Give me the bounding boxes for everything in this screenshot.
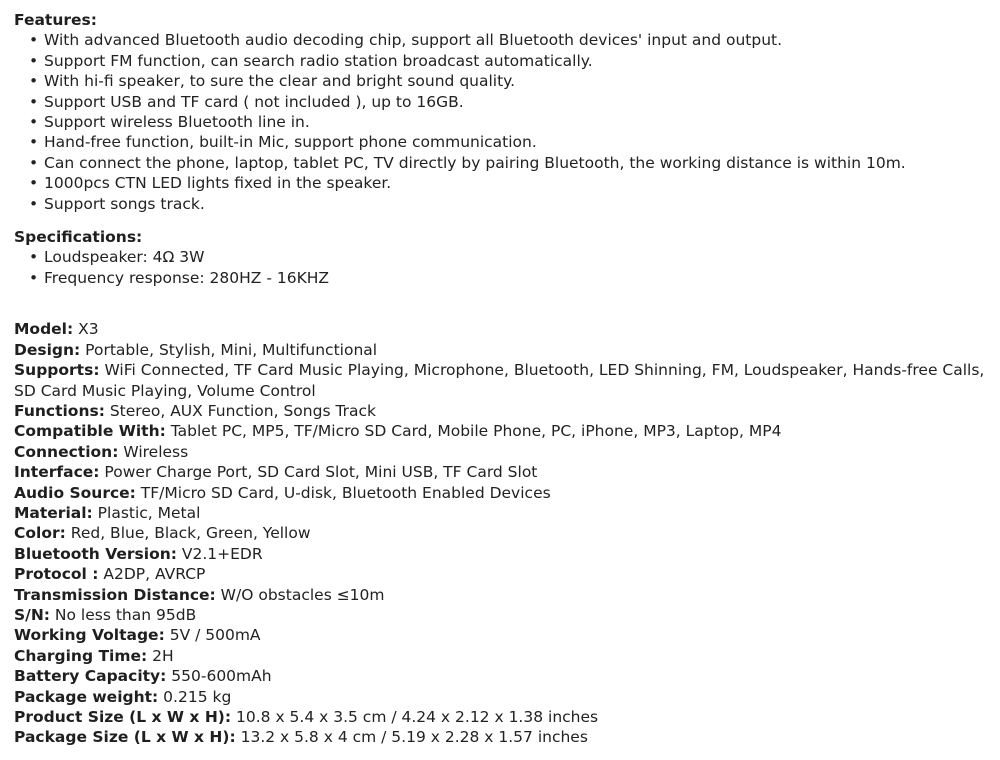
list-item — [26, 153, 1000, 173]
detail-value: W/O obstacles ≤10m — [215, 585, 385, 604]
detail-value: Stereo, AUX Function, Songs Track — [104, 401, 377, 420]
detail-key: Package weight: — [14, 687, 159, 706]
detail-value: No less than 95dB — [50, 605, 197, 624]
detail-key: Color: — [14, 524, 66, 543]
detail-key: Compatible With: — [14, 422, 166, 441]
detail-row-compatible-with — [14, 421, 1000, 441]
detail-row-charging-time — [14, 646, 1000, 666]
bullet-icon: • — [29, 31, 39, 50]
detail-row-design — [14, 340, 1000, 360]
detail-key: Working Voltage: — [14, 626, 165, 645]
bullet-icon: • — [29, 268, 39, 287]
detail-value: Wireless — [118, 442, 189, 461]
detail-row-color — [14, 523, 1000, 543]
bullet-icon: • — [29, 174, 39, 193]
detail-key: Audio Source: — [14, 483, 136, 502]
detail-key: S/N: — [14, 605, 50, 624]
feature-text: 1000pcs CTN LED lights fixed in the speaker. — [44, 174, 392, 193]
detail-row-model — [14, 319, 1000, 339]
features-list — [14, 30, 1000, 214]
bullet-icon: • — [29, 72, 39, 91]
detail-key: Connection: — [14, 442, 119, 461]
detail-value: V2.1+EDR — [176, 544, 263, 563]
list-item — [26, 71, 1000, 91]
detail-value: Portable, Stylish, Mini, Multifunctional — [80, 340, 378, 359]
detail-key: Protocol : — [14, 565, 99, 584]
bullet-icon: • — [29, 248, 39, 267]
list-item — [26, 30, 1000, 50]
detail-key: Supports: — [14, 361, 100, 380]
list-item — [26, 51, 1000, 71]
specifications-list — [14, 247, 1000, 288]
list-item — [26, 268, 1000, 288]
list-item — [26, 173, 1000, 193]
detail-row-battery-capacity — [14, 666, 1000, 686]
spec-text: Loudspeaker: 4Ω 3W — [44, 248, 205, 267]
specifications-heading: Specifications: — [14, 228, 143, 247]
feature-text: Support wireless Bluetooth line in. — [44, 113, 310, 132]
detail-key: Transmission Distance: — [14, 585, 216, 604]
bullet-icon: • — [29, 92, 39, 111]
detail-row-protocol — [14, 564, 1000, 584]
list-item — [26, 132, 1000, 152]
spec-text: Frequency response: 280HZ - 16KHZ — [44, 268, 330, 287]
detail-value: X3 — [73, 320, 99, 339]
detail-key: Battery Capacity: — [14, 667, 167, 686]
detail-key: Material: — [14, 503, 93, 522]
feature-text: Support FM function, can search radio station broadcast automatically. — [44, 51, 593, 70]
detail-row-functions — [14, 401, 1000, 421]
detail-row-transmission-distance — [14, 585, 1000, 605]
detail-row-bluetooth-version — [14, 544, 1000, 564]
list-item — [26, 92, 1000, 112]
detail-value: 10.8 x 5.4 x 3.5 cm / 4.24 x 2.12 x 1.38 inches — [231, 708, 599, 726]
bullet-icon: • — [29, 194, 39, 213]
features-heading: Features: — [14, 11, 97, 29]
feature-text: Support songs track. — [44, 194, 205, 213]
feature-text: Support USB and TF card ( not included ), up to 16GB. — [44, 92, 464, 111]
bullet-icon: • — [29, 51, 39, 70]
detail-key: Charging Time: — [14, 646, 148, 665]
details-list — [14, 319, 1000, 748]
spacer — [14, 214, 1000, 227]
detail-value: 550-600mAh — [166, 667, 272, 686]
detail-value: Tablet PC, MP5, TF/Micro SD Card, Mobile Phone, PC, iPhone, MP3, Laptop, MP4 — [165, 422, 782, 441]
list-item — [26, 194, 1000, 214]
detail-row-connection — [14, 442, 1000, 462]
detail-row-product-size — [14, 707, 1000, 727]
detail-key: Bluetooth Version: — [14, 544, 177, 563]
feature-text: With advanced Bluetooth audio decoding chip, support all Bluetooth devices' input and output. — [44, 31, 783, 50]
feature-text: With hi-fi speaker, to sure the clear and bright sound quality. — [44, 72, 516, 91]
detail-value: 5V / 500mA — [164, 626, 261, 645]
feature-text: Can connect the phone, laptop, tablet PC, TV directly by pairing Bluetooth, the working distance is within 10m. — [44, 153, 906, 172]
detail-row-package-size — [14, 727, 1000, 747]
detail-row-sn — [14, 605, 1000, 625]
bullet-icon: • — [29, 153, 39, 172]
detail-value: 2H — [147, 646, 174, 665]
detail-row-audio-source — [14, 483, 1000, 503]
detail-row-interface — [14, 462, 1000, 482]
detail-value: Red, Blue, Black, Green, Yellow — [65, 524, 311, 543]
detail-key: Interface: — [14, 463, 100, 482]
detail-row-material — [14, 503, 1000, 523]
detail-key: Design: — [14, 340, 81, 359]
detail-value: 13.2 x 5.8 x 4 cm / 5.19 x 2.28 x 1.57 inches — [235, 728, 588, 747]
detail-row-working-voltage — [14, 625, 1000, 645]
detail-value: TF/Micro SD Card, U-disk, Bluetooth Enabled Devices — [135, 483, 551, 502]
detail-key: Package Size (L x W x H): — [14, 728, 236, 747]
bullet-icon: • — [29, 133, 39, 152]
detail-value: A2DP, AVRCP — [98, 565, 206, 584]
detail-row-supports — [14, 360, 1000, 401]
list-item — [26, 112, 1000, 132]
detail-row-package-weight — [14, 687, 1000, 707]
list-item — [26, 247, 1000, 267]
detail-key: Model: — [14, 320, 74, 339]
detail-value: Plastic, Metal — [92, 503, 201, 522]
bullet-icon: • — [29, 113, 39, 132]
detail-key: Product Size (L x W x H): — [14, 708, 232, 726]
detail-value: WiFi Connected, TF Card Music Playing, Microphone, Bluetooth, LED Shinning, FM, Loudspeaker, Hands-free Calls, SD Card Music Playing, Volume Control — [14, 361, 985, 400]
feature-text: Hand-free function, built-in Mic, support phone communication. — [44, 133, 537, 152]
detail-value: 0.215 kg — [158, 687, 232, 706]
detail-value: Power Charge Port, SD Card Slot, Mini USB, TF Card Slot — [99, 463, 538, 482]
spacer — [14, 288, 1000, 319]
detail-key: Functions: — [14, 401, 105, 420]
